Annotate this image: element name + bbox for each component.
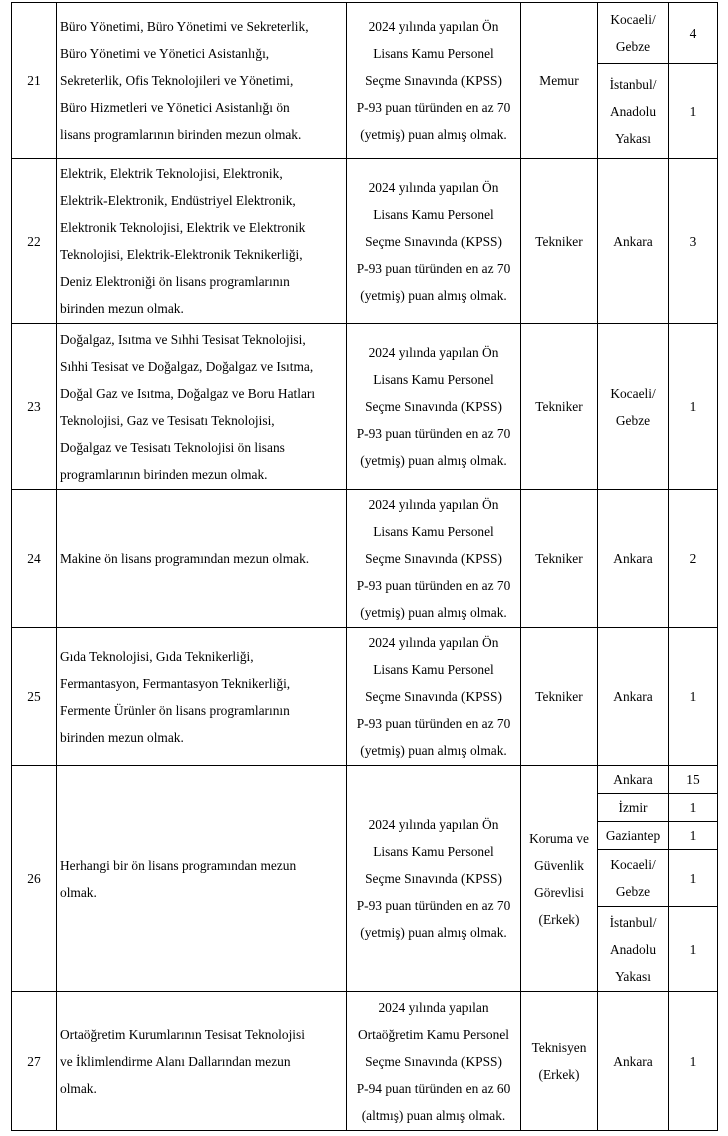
row-number: 27	[12, 992, 57, 1131]
exam-line: Lisans Kamu Personel	[373, 206, 494, 222]
table-row	[12, 766, 718, 794]
position-title-line: Teknisyen	[531, 1040, 587, 1055]
location-cell	[598, 490, 669, 628]
requirement-line: Fermantasyon, Fermantasyon Teknikerliği,	[60, 675, 291, 691]
location-name-line: Yakası	[615, 130, 651, 146]
exam-line: (yetmiş) puan almış olmak.	[360, 453, 507, 468]
location-cell	[598, 794, 669, 822]
location-name-line: Kocaeli/	[610, 12, 656, 27]
requirement-line: olmak.	[60, 1080, 97, 1096]
requirement-line: Fermente Ürünler ön lisans programlarının	[60, 702, 290, 718]
exam-line: Seçme Sınavında (KPSS)	[365, 73, 502, 88]
table-row	[12, 3, 718, 64]
location-name-line: İzmir	[618, 800, 648, 815]
location-cell	[598, 766, 669, 794]
location-name-line: Kocaeli/	[610, 385, 656, 401]
position-title-cell	[521, 3, 598, 159]
exam-line: Seçme Sınavında (KPSS)	[365, 551, 502, 566]
exam-line: Lisans Kamu Personel	[373, 372, 494, 387]
exam-line: 2024 yılında yapılan Ön	[368, 817, 499, 832]
count-cell: 1	[669, 64, 718, 159]
location-cell	[598, 628, 669, 766]
table-row	[12, 324, 718, 490]
exam-line: Lisans Kamu Personel	[373, 46, 494, 61]
requirement-line: Elektronik Teknolojisi, Elektrik ve Elektronik	[60, 220, 306, 235]
row-number: 26	[12, 766, 57, 992]
exam-line: 2024 yılında yapılan Ön	[368, 497, 499, 512]
requirement-line: Makine ön lisans programından mezun olmak.	[60, 551, 310, 566]
exam-line: (yetmiş) puan almış olmak.	[360, 127, 507, 142]
position-title-cell	[521, 490, 598, 628]
location-name-line: Anadolu	[609, 941, 657, 957]
position-title-cell	[521, 766, 598, 992]
requirement-line: birinden mezun olmak.	[60, 729, 184, 745]
requirement-line: ve İklimlendirme Alanı Dallarından mezun	[60, 1053, 291, 1069]
requirement-line: lisans programlarının birinden mezun olmak.	[60, 127, 302, 142]
location-name-line: Anadolu	[609, 103, 657, 119]
position-title-cell	[521, 628, 598, 766]
requirement-line: Teknolojisi, Gaz ve Tesisatı Teknolojisi,	[60, 412, 275, 428]
exam-requirement-cell	[347, 766, 521, 992]
exam-line: 2024 yılında yapılan Ön	[368, 345, 499, 360]
exam-line: (yetmiş) puan almış olmak.	[360, 925, 507, 940]
exam-requirement-cell	[347, 324, 521, 490]
requirement-cell	[57, 766, 347, 992]
requirement-line: Büro Hizmetleri ve Yönetici Asistanlığı ön	[60, 100, 290, 115]
location-cell	[598, 992, 669, 1131]
requirement-line: Büro Yönetimi, Büro Yönetimi ve Sekreterlik,	[60, 19, 309, 34]
position-title-line: Görevlisi	[534, 884, 584, 900]
position-title-line: Koruma ve	[529, 830, 589, 846]
count-cell: 1	[669, 992, 718, 1131]
exam-line: P-93 puan türünden en az 70	[356, 898, 511, 913]
requirement-cell	[57, 3, 347, 159]
row-number: 23	[12, 324, 57, 490]
count-cell: 1	[669, 324, 718, 490]
requirement-line: Gıda Teknolojisi, Gıda Teknikerliği,	[60, 648, 254, 664]
location-name-line: İstanbul/	[609, 914, 657, 930]
exam-line: 2024 yılında yapılan Ön	[368, 635, 499, 650]
row-number: 21	[12, 3, 57, 159]
location-name-line: Ankara	[613, 772, 653, 787]
location-name-line: Gebze	[615, 39, 651, 54]
exam-line: Seçme Sınavında (KPSS)	[365, 689, 502, 704]
exam-line: P-93 puan türünden en az 70	[356, 260, 511, 276]
location-name-line: Ankara	[613, 1053, 653, 1069]
exam-line: Lisans Kamu Personel	[373, 844, 494, 859]
exam-line: Seçme Sınavında (KPSS)	[365, 399, 502, 414]
row-number: 24	[12, 490, 57, 628]
exam-line: Seçme Sınavında (KPSS)	[365, 1053, 502, 1069]
exam-line: 2024 yılında yapılan Ön	[368, 19, 499, 34]
count-cell: 2	[669, 490, 718, 628]
location-cell	[598, 324, 669, 490]
position-title-cell	[521, 992, 598, 1131]
count-cell: 3	[669, 159, 718, 324]
count-cell: 4	[669, 3, 718, 64]
position-title-line: Memur	[539, 73, 579, 88]
requirement-line: Herhangi bir ön lisans programından mezun	[60, 857, 297, 873]
requirement-line: Elektrik, Elektrik Teknolojisi, Elektronik,	[60, 166, 283, 181]
requirement-line: Deniz Elektroniği ön lisans programlarının	[60, 274, 290, 289]
location-cell	[598, 64, 669, 159]
location-name-line: Gebze	[615, 884, 651, 899]
position-title-line: (Erkek)	[538, 1067, 580, 1082]
location-cell	[598, 822, 669, 850]
count-cell: 1	[669, 628, 718, 766]
exam-line: 2024 yılında yapılan	[378, 999, 489, 1015]
requirement-line: Doğalgaz, Isıtma ve Sıhhi Tesisat Teknolojisi,	[60, 331, 306, 347]
exam-line: Seçme Sınavında (KPSS)	[365, 871, 502, 886]
exam-line: P-93 puan türünden en az 70	[356, 100, 511, 115]
requirement-cell	[57, 992, 347, 1131]
requirement-line: Teknolojisi, Elektrik-Elektronik Teknikerliği,	[60, 247, 303, 262]
exam-requirement-cell	[347, 159, 521, 324]
requirement-line: Büro Yönetimi ve Yönetici Asistanlığı,	[60, 46, 270, 61]
table-row	[12, 159, 718, 324]
requirement-line: Sekreterlik, Ofis Teknolojileri ve Yönetimi,	[60, 73, 294, 88]
position-title-line: Tekniker	[535, 233, 583, 249]
exam-line: Lisans Kamu Personel	[373, 524, 494, 539]
count-cell: 1	[669, 822, 718, 850]
location-cell	[598, 907, 669, 992]
requirement-line: birinden mezun olmak.	[60, 301, 184, 316]
requirement-line: Ortaöğretim Kurumlarının Tesisat Teknolojisi	[60, 1026, 305, 1042]
location-name-line: Ankara	[613, 551, 653, 566]
count-cell: 1	[669, 794, 718, 822]
requirement-cell	[57, 324, 347, 490]
position-table	[11, 2, 718, 1131]
location-name-line: Ankara	[613, 233, 653, 249]
position-title-cell	[521, 159, 598, 324]
location-name-line: Yakası	[615, 968, 651, 984]
exam-line: P-93 puan türünden en az 70	[356, 716, 511, 731]
requirement-cell	[57, 628, 347, 766]
location-cell	[598, 850, 669, 907]
requirement-line: Doğalgaz ve Tesisatı Teknolojisi ön lisans	[60, 439, 285, 455]
count-cell: 1	[669, 850, 718, 907]
position-title-line: Tekniker	[535, 551, 583, 566]
requirement-line: Sıhhi Tesisat ve Doğalgaz, Doğalgaz ve Isıtma,	[60, 358, 314, 374]
requirement-line: Doğal Gaz ve Isıtma, Doğalgaz ve Boru Hatları	[60, 385, 316, 401]
exam-line: Seçme Sınavında (KPSS)	[365, 233, 502, 249]
exam-line: P-94 puan türünden en az 60	[356, 1080, 511, 1096]
exam-line: 2024 yılında yapılan Ön	[368, 179, 499, 195]
position-title-cell	[521, 324, 598, 490]
location-cell	[598, 159, 669, 324]
count-cell: 1	[669, 907, 718, 992]
table-row	[12, 628, 718, 766]
exam-line: Ortaöğretim Kamu Personel	[358, 1026, 509, 1042]
row-number: 25	[12, 628, 57, 766]
exam-requirement-cell	[347, 490, 521, 628]
table-body	[12, 3, 718, 1131]
requirement-line: programlarının birinden mezun olmak.	[60, 466, 268, 482]
document-page	[11, 2, 717, 1131]
requirement-line: Elektrik-Elektronik, Endüstriyel Elektronik,	[60, 193, 296, 208]
requirement-line: olmak.	[60, 884, 97, 900]
location-cell	[598, 3, 669, 64]
location-name-line: Gebze	[615, 412, 651, 428]
location-name-line: Gaziantep	[605, 828, 661, 843]
position-title-line: Tekniker	[535, 399, 583, 414]
table-row	[12, 992, 718, 1131]
requirement-cell	[57, 490, 347, 628]
exam-requirement-cell	[347, 992, 521, 1131]
exam-line: P-93 puan türünden en az 70	[356, 578, 511, 593]
count-cell: 15	[669, 766, 718, 794]
location-name-line: Kocaeli/	[610, 857, 656, 872]
exam-requirement-cell	[347, 628, 521, 766]
exam-line: P-93 puan türünden en az 70	[356, 426, 511, 441]
position-title-line: (Erkek)	[538, 911, 580, 927]
position-title-line: Tekniker	[535, 689, 583, 704]
row-number: 22	[12, 159, 57, 324]
exam-requirement-cell	[347, 3, 521, 159]
exam-line: (altmış) puan almış olmak.	[361, 1107, 506, 1123]
location-name-line: Ankara	[613, 689, 653, 704]
exam-line: Lisans Kamu Personel	[373, 662, 494, 677]
table-row	[12, 490, 718, 628]
exam-line: (yetmiş) puan almış olmak.	[360, 743, 507, 758]
exam-line: (yetmiş) puan almış olmak.	[360, 605, 507, 620]
requirement-cell	[57, 159, 347, 324]
location-name-line: İstanbul/	[609, 76, 657, 92]
exam-line: (yetmiş) puan almış olmak.	[360, 287, 507, 303]
position-title-line: Güvenlik	[534, 857, 584, 873]
